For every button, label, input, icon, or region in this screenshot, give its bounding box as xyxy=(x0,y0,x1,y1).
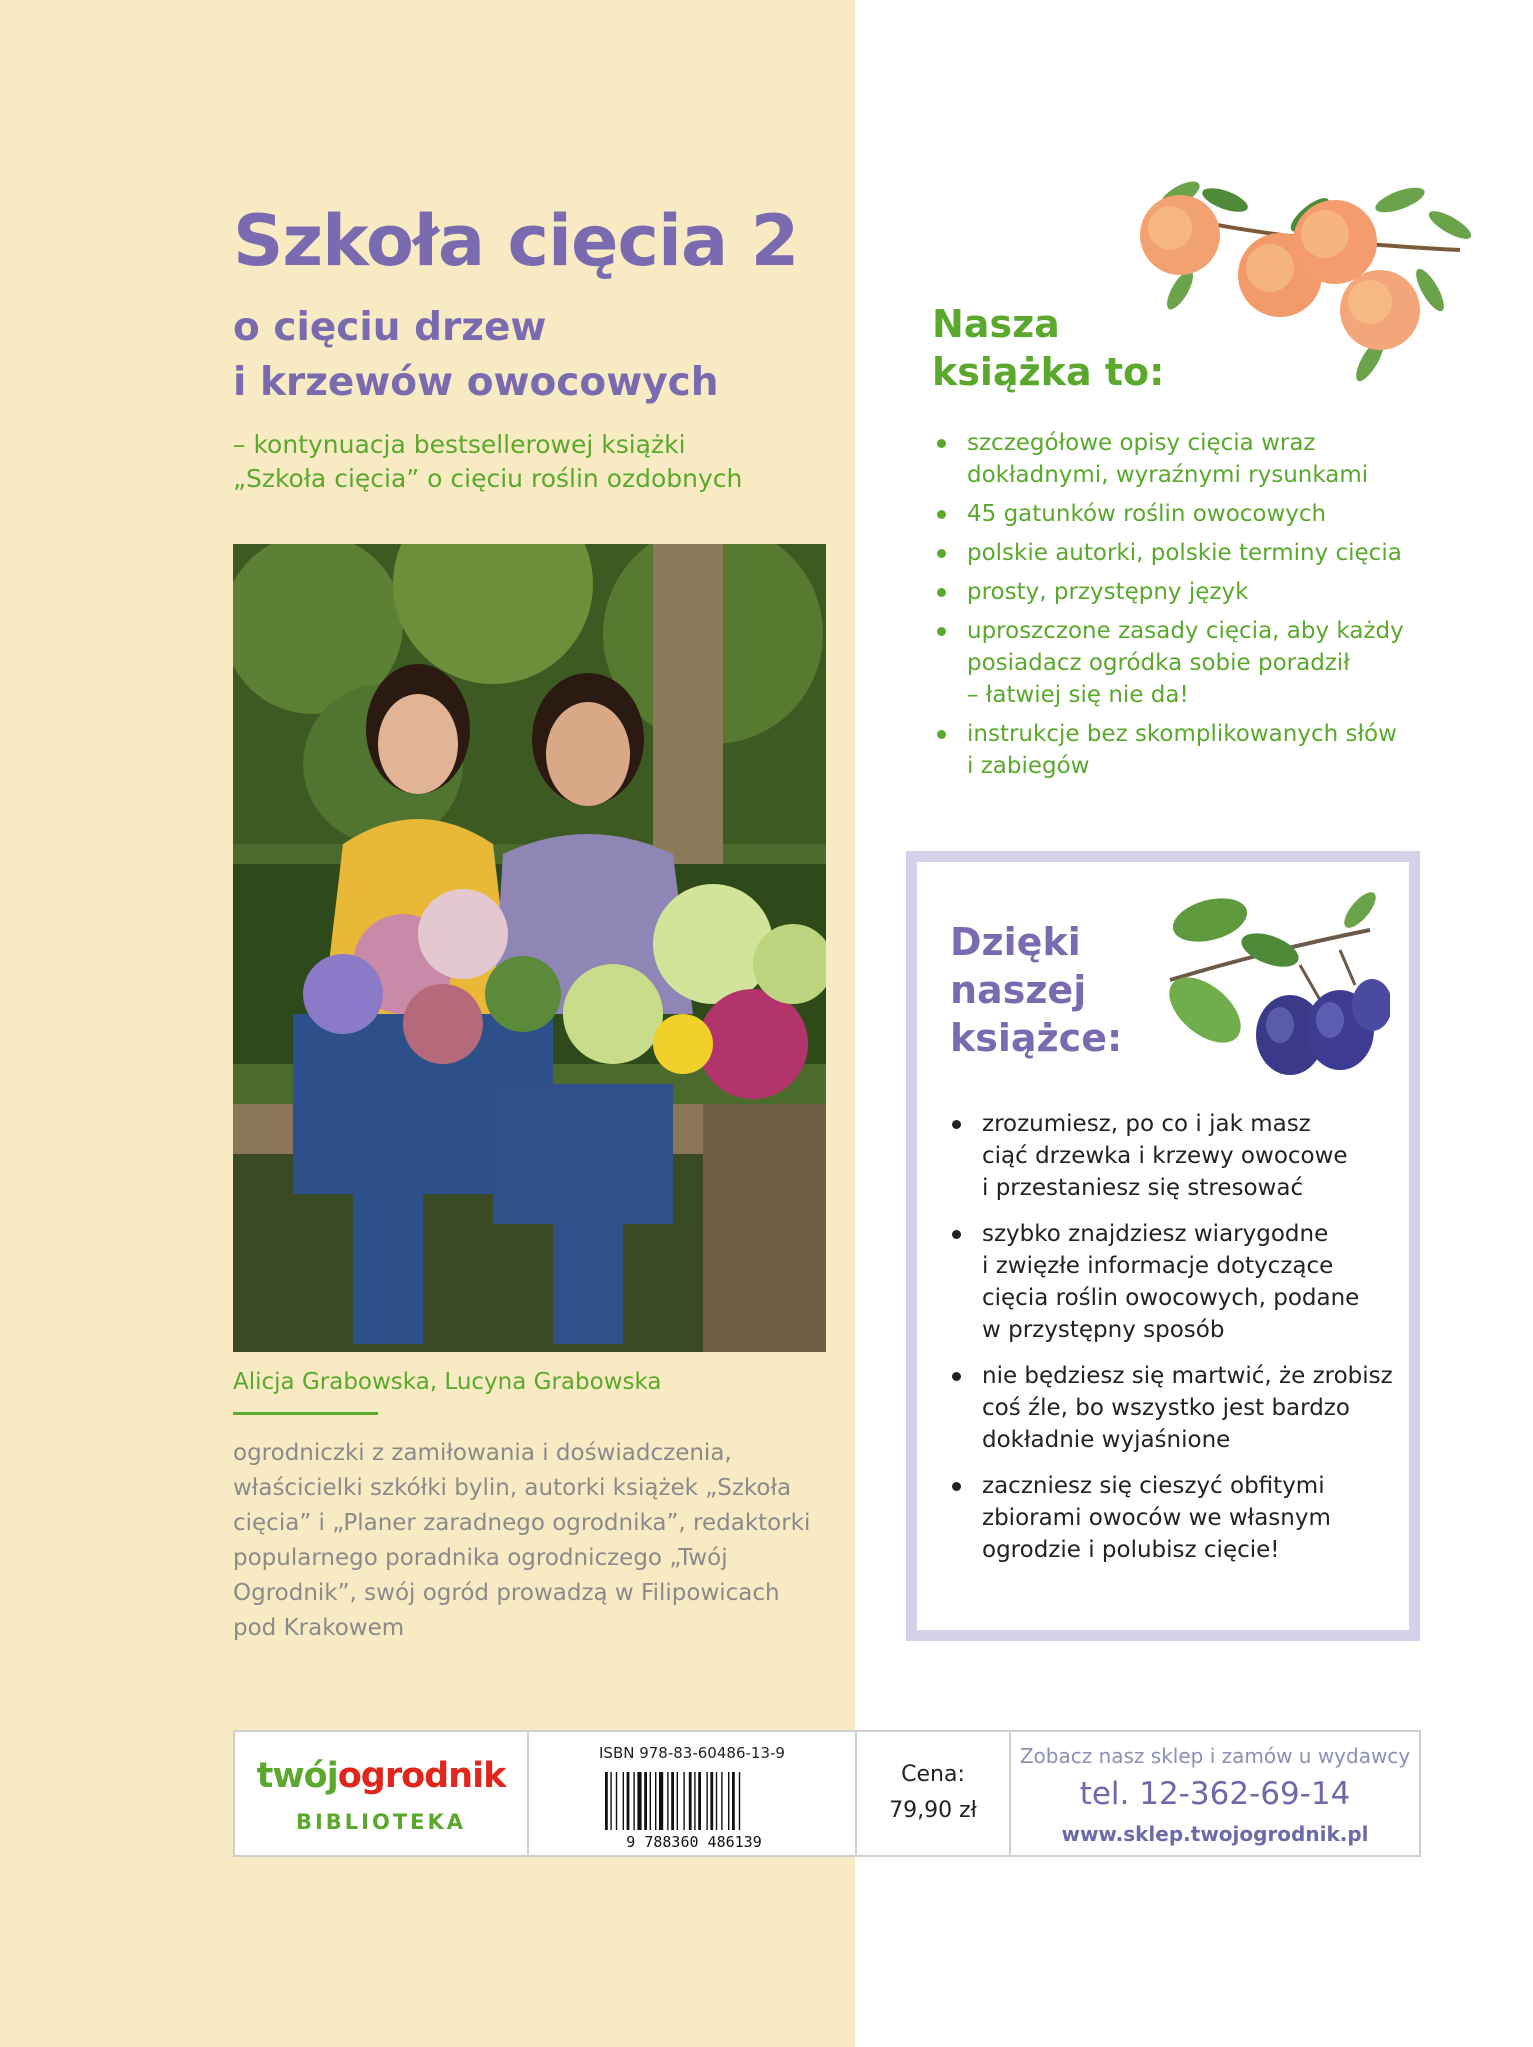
price-cell xyxy=(857,1732,1011,1855)
barcode-bar xyxy=(650,1772,651,1830)
list-item-line: szybko znajdziesz wiarygodne xyxy=(982,1221,1329,1247)
list-item-line: cięcia roślin owocowych, podane xyxy=(982,1285,1360,1311)
peach-branch-icon xyxy=(1120,170,1480,410)
barcode-bar xyxy=(689,1772,692,1830)
list-item-line: i zwięzłe informacje dotyczące xyxy=(982,1253,1334,1279)
authors-photo xyxy=(233,544,826,1352)
barcode-bar xyxy=(610,1772,611,1830)
list-item xyxy=(935,537,1415,569)
barcode-bar xyxy=(605,1772,608,1830)
price-value: 79,90 zł xyxy=(889,1798,977,1823)
author-names: Alicja Grabowska, Lucyna Grabowska xyxy=(233,1369,662,1395)
barcode-bar xyxy=(710,1772,713,1830)
list-item-line: zbiorami owoców we własnym xyxy=(982,1505,1331,1531)
barcode-bar xyxy=(655,1772,656,1830)
shop-invite-text: Zobacz nasz sklep i zamów u wydawcy xyxy=(1019,1744,1411,1768)
isbn-text: ISBN 978-83-60486-13-9 xyxy=(599,1744,785,1762)
plum-branch-icon xyxy=(1150,890,1390,1090)
list-item-line: prosty, przystępny język xyxy=(967,579,1249,605)
nasza-heading xyxy=(932,300,1164,396)
list-item-line: uproszczone zasady cięcia, aby każdy xyxy=(967,618,1404,644)
author-divider xyxy=(233,1412,378,1415)
nasza-heading-line-2: książka to: xyxy=(932,350,1165,394)
subtitle-line-1: o cięciu drzew xyxy=(233,305,547,350)
bio-line: popularnego poradnika ogrodniczego „Twój xyxy=(233,1545,728,1571)
list-item-line: zaczniesz się cieszyć obfitymi xyxy=(982,1473,1325,1499)
barcode-bar xyxy=(627,1772,630,1830)
list-item-line: – łatwiej się nie da! xyxy=(967,682,1189,708)
barcode-bar xyxy=(633,1772,634,1830)
list-item-line: dokładnymi, wyraźnymi rysunkami xyxy=(967,462,1369,488)
list-item xyxy=(935,615,1415,711)
barcode-digits: 9 788360 486139 xyxy=(626,1833,762,1850)
publisher-logo xyxy=(235,1732,529,1855)
list-item-line: ciąć drzewka i krzewy owocowe xyxy=(982,1143,1348,1169)
barcode-bar xyxy=(698,1772,701,1830)
intro-text xyxy=(233,428,742,496)
list-item-line: ogrodzie i polubisz cięcie! xyxy=(982,1537,1280,1563)
list-item xyxy=(935,576,1415,608)
barcode-bar xyxy=(683,1772,684,1830)
logo-part-2: ogrodnik xyxy=(337,1756,506,1796)
price-label: Cena: xyxy=(901,1762,965,1787)
author-bio xyxy=(233,1436,833,1646)
list-item-line: i zabiegów xyxy=(967,753,1090,779)
list-item xyxy=(950,1218,1400,1346)
isbn-cell xyxy=(529,1732,857,1855)
barcode-bar xyxy=(728,1772,729,1830)
barcode-bar xyxy=(667,1772,668,1830)
list-item xyxy=(950,1470,1400,1566)
list-item-line: posiadacz ogródka sobie poradził xyxy=(967,650,1350,676)
barcode-bar xyxy=(671,1772,674,1830)
logo-wordmark xyxy=(235,1756,527,1796)
bio-line: cięcia” i „Planer zaradnego ogrodnika”, redaktorki xyxy=(233,1510,811,1536)
barcode-bar xyxy=(732,1772,735,1830)
list-item xyxy=(950,1108,1400,1204)
barcode-bar xyxy=(659,1772,663,1830)
intro-line-2: „Szkoła cięcia” o cięciu roślin ozdobnych xyxy=(233,464,743,493)
shop-url-link[interactable]: www.sklep.twojogrodnik.pl xyxy=(1061,1822,1369,1846)
barcode-bar xyxy=(616,1772,617,1830)
list-item-line: w przystępny sposób xyxy=(982,1317,1225,1343)
dzieki-heading-line-1: Dzięki xyxy=(950,920,1081,964)
benefits-list xyxy=(950,1108,1400,1580)
list-item-line: nie będziesz się martwić, że zrobisz xyxy=(982,1363,1393,1389)
contact-cell xyxy=(1011,1732,1419,1855)
logo-part-1: twój xyxy=(256,1756,338,1796)
list-item-line: zrozumiesz, po co i jak masz xyxy=(982,1111,1311,1137)
bio-line: właścicielki szkółki bylin, autorki książek „Szkoła xyxy=(233,1475,792,1501)
book-subtitle xyxy=(233,300,719,410)
list-item-line: szczegółowe opisy cięcia wraz xyxy=(967,430,1316,456)
barcode-bar xyxy=(706,1772,707,1830)
list-item-line: dokładnie wyjaśnione xyxy=(982,1427,1231,1453)
list-item-line: polskie autorki, polskie terminy cięcia xyxy=(967,540,1402,566)
list-item xyxy=(935,718,1415,782)
barcode-icon xyxy=(599,1768,789,1850)
barcode-bar xyxy=(637,1772,641,1830)
barcode-bar xyxy=(721,1772,722,1830)
features-list xyxy=(935,427,1415,789)
list-item xyxy=(935,498,1415,530)
book-title: Szkoła cięcia 2 xyxy=(233,200,799,282)
barcode-bar xyxy=(739,1772,740,1830)
bio-line: ogrodniczki z zamiłowania i doświadczenia, xyxy=(233,1440,732,1466)
barcode-bar xyxy=(644,1772,647,1830)
footer-bar xyxy=(233,1730,1421,1857)
dzieki-heading xyxy=(950,918,1122,1062)
subtitle-line-2: i krzewów owocowych xyxy=(233,360,719,405)
barcode-bar xyxy=(694,1772,695,1830)
bio-line: pod Krakowem xyxy=(233,1615,405,1641)
list-item xyxy=(935,427,1415,491)
logo-subtitle: BIBLIOTEKA xyxy=(295,1810,467,1834)
phone-number: tel. 12-362-69-14 xyxy=(1079,1776,1351,1812)
intro-line-1: – kontynuacja bestsellerowej książki xyxy=(233,430,686,459)
bio-line: Ogrodnik”, swój ogród prowadzą w Filipowicach xyxy=(233,1580,780,1606)
dzieki-heading-line-3: książce: xyxy=(950,1016,1123,1060)
list-item xyxy=(950,1360,1400,1456)
list-item-line: i przestaniesz się stresować xyxy=(982,1175,1304,1201)
authors-photo-illustration xyxy=(233,544,826,1352)
barcode-bar xyxy=(716,1772,717,1830)
list-item-line: coś źle, bo wszystko jest bardzo xyxy=(982,1395,1350,1421)
barcode-bar xyxy=(677,1772,678,1830)
dzieki-heading-line-2: naszej xyxy=(950,968,1087,1012)
list-item-line: instrukcje bez skomplikowanych słów xyxy=(967,721,1397,747)
list-item-line: 45 gatunków roślin owocowych xyxy=(967,501,1327,527)
nasza-heading-line-1: Nasza xyxy=(932,302,1060,346)
barcode-bar xyxy=(623,1772,624,1830)
